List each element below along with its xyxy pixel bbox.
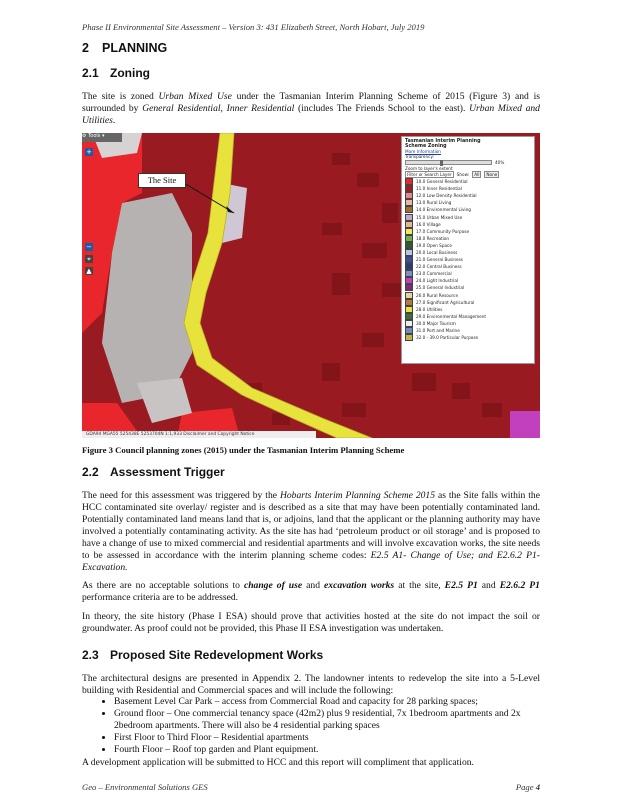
legend-item [405, 313, 531, 320]
zoning-paragraph [82, 91, 540, 127]
legend-swatch [405, 277, 413, 284]
legend-swatch [405, 256, 413, 263]
legend-item [405, 221, 531, 228]
legend-label: 10.0 General Residential [416, 179, 468, 185]
legend-label: 26.0 Rural Resource [416, 292, 459, 298]
measure-icon[interactable]: ▲ [86, 267, 92, 275]
legend-label: 24.0 Light Industrial [416, 278, 459, 284]
section-number: 2 [82, 41, 89, 55]
legend-label: 29.0 Environmental Management [416, 313, 487, 319]
zoom-out-button[interactable]: − [86, 243, 92, 251]
text: (includes The Friends School to the east). [294, 103, 470, 114]
page-label: Page [515, 782, 536, 792]
figure-caption: Figure 3 Council planning zones (2015) under the Tasmanian Interim Planning Scheme [82, 445, 405, 455]
transparency-slider[interactable] [405, 160, 492, 165]
heading-zoning [82, 66, 150, 80]
heading-title: Proposed Site Redevelopment Works [110, 648, 324, 662]
legend-label: 17.0 Community Purpose [416, 228, 470, 234]
zone-name: Urban Mixed and Utilities [82, 103, 540, 126]
filter-input[interactable]: Filter or Search Layer [407, 172, 452, 177]
text: and [477, 580, 500, 591]
text: at the site, [394, 580, 445, 591]
legend-swatch [405, 249, 413, 256]
legend-label: 13.0 Rural Living [416, 200, 452, 206]
legend-label: 21.0 General Business [416, 257, 463, 263]
legend-item [405, 327, 531, 334]
legend-item [405, 320, 531, 327]
legend-item [405, 277, 531, 284]
zoning-map[interactable] [82, 133, 540, 438]
legend-title: Tasmanian Interim Planning [405, 139, 481, 144]
legend-swatch [405, 185, 413, 192]
text: performance criteria are to be addressed. [82, 592, 239, 603]
legend-item [405, 256, 531, 263]
legend-label: 25.0 General Industrial [416, 285, 465, 291]
heading-title: Zoning [110, 66, 150, 80]
legend-swatch [405, 235, 413, 242]
legend-swatch [405, 292, 413, 299]
map-status-bar: GDA94 MGA55 525438E 5253704N 1:1,933 Disclaimer and Copyright Notice [82, 431, 316, 438]
show-label: Show: [456, 172, 470, 177]
legend-swatch [405, 270, 413, 277]
scheme-name: Hobarts Interim Planning Scheme 2015 [279, 490, 436, 501]
legend-swatch [405, 284, 413, 291]
transparency-label: Transparency: [405, 154, 435, 159]
legend-label: 22.0 Central Business [416, 264, 462, 270]
section-heading [82, 41, 167, 55]
legend-label: 27.0 Significant Agricultural [416, 299, 475, 305]
legend-item [405, 192, 531, 199]
filter-row [405, 171, 531, 178]
heading-assessment-trigger [82, 465, 225, 479]
text: . [112, 115, 116, 126]
legend-item [405, 334, 531, 341]
zoom-in-button[interactable]: + [86, 148, 92, 156]
locate-icon[interactable]: ⌖ [85, 255, 93, 263]
legend-list [405, 178, 531, 341]
legend-swatch [405, 221, 413, 228]
zoom-to-layer-link[interactable]: Zoom to layer's extent [405, 166, 453, 171]
legend-label: 31.0 Port and Marine [416, 328, 460, 334]
show-none-button[interactable]: None [486, 172, 498, 177]
list-item: • Basement Level Car Park – access from Commercial Road and capacity for 28 parking spaces; [114, 696, 540, 708]
zone-name: General Residential, Inner Residential [142, 103, 295, 114]
text: The need for this assessment was triggered by the [82, 490, 280, 501]
legend-item [405, 263, 531, 270]
legend-swatch [405, 334, 413, 341]
legend-label: 30.0 Major Tourism [416, 320, 456, 326]
legend-item [405, 206, 531, 213]
legend-item [405, 178, 531, 185]
legend-swatch [405, 320, 413, 327]
running-header: Phase II Environmental Site Assessment – Version 3: 431 Elizabeth Street, North Hobart, July 2019 [82, 22, 425, 32]
heading-title: Assessment Trigger [110, 465, 225, 479]
site-label: The Site [138, 173, 186, 188]
heading-number: 2.2 [82, 465, 99, 479]
closing-paragraph: A development application will be submitted to HCC and this report will compliment that application. [82, 757, 474, 768]
emphasis: E2.6.2 P1 [499, 580, 540, 591]
emphasis: change of use [243, 580, 303, 591]
legend-title-line2: Scheme Zoning [405, 144, 447, 149]
code-reference: E2.5 A1- Change of Use; and E2.6.2 P1- Excavation. [82, 550, 540, 573]
slider-handle[interactable] [440, 160, 443, 166]
legend-swatch [405, 199, 413, 206]
works-list [82, 696, 540, 756]
legend-swatch [405, 228, 413, 235]
zone-name: Urban Mixed Use [158, 91, 232, 102]
transparency-slider-row [405, 159, 531, 166]
legend-swatch [405, 306, 413, 313]
toolbar-label: Tools [88, 133, 101, 139]
legend-item [405, 299, 531, 306]
show-all-button[interactable]: All [474, 172, 480, 177]
legend-label: 14.0 Environmental Living [416, 207, 471, 213]
legend-label: 20.0 Local Business [416, 249, 458, 255]
heading-number: 2.1 [82, 66, 99, 80]
legend-item [405, 249, 531, 256]
page-num: 4 [535, 782, 540, 792]
list-item: • Ground floor – One commercial tenancy space (42m2) plus 9 residential, 7x 1bedroom apartments and 2x 2bedroom apartments. There will also be 4 residential parking spaces [114, 708, 540, 732]
emphasis: excavation works [324, 580, 395, 591]
trigger-paragraph-1 [82, 490, 540, 574]
legend-item [405, 199, 531, 206]
list-item: • Fourth Floor – Roof top garden and Plant equipment. [114, 744, 540, 756]
more-information-link[interactable]: More Information [405, 149, 441, 154]
trigger-paragraph-2 [82, 580, 540, 604]
legend-item [405, 284, 531, 291]
legend-label: 28.0 Utilities [416, 306, 443, 312]
heading-redevelopment [82, 648, 323, 662]
list-item: • First Floor to Third Floor – Residential apartments [114, 732, 540, 744]
legend-item [405, 235, 531, 242]
redevelopment-paragraph: The architectural designs are presented in Appendix 2. The landowner intents to redevelop the site into a 5-Level building with Residential and Commercial spaces and will include the following: [82, 673, 540, 696]
legend-swatch [405, 214, 413, 221]
legend-swatch [405, 327, 413, 334]
transparency-value: 40% [495, 160, 505, 165]
emphasis: E2.5 P1 [444, 580, 478, 591]
trigger-paragraph-3: In theory, the site history (Phase I ESA) should prove that activities hosted at the site do not impact the soil or groundwater. As proof could not be provided, this Phase II ESA investigation was undertaken. [82, 611, 540, 634]
legend-item [405, 292, 531, 299]
legend-item [405, 185, 531, 192]
heading-number: 2.3 [82, 648, 99, 662]
legend-swatch [405, 178, 413, 185]
page-number [516, 782, 540, 792]
legend-item [405, 270, 531, 277]
legend-label: 23.0 Commercial [416, 271, 452, 277]
legend-label: 12.0 Low Density Residential [416, 193, 477, 199]
section-title: PLANNING [102, 41, 168, 55]
text: as the Site falls within the HCC contaminated site overlay/ register and is described as a site that may have been potentially contaminated land. Potentially contaminated land means land that is, or adjoins, land that the applicant or the planning authority may have involved a potentially contaminating activity. As the site has had ‘petroleum product or oil storage’ and is proposed to have a change of use to mixed commercial and residential apartments and will involve excavation works, the site needs to be assessed in accordance with the interim planning scheme codes: [82, 490, 540, 561]
legend-item [405, 242, 531, 249]
legend-swatch [405, 313, 413, 320]
legend-swatch [405, 192, 413, 199]
text: under the Tasmanian Interim Planning Scheme of 2015 (Figure 3) and is surrounded by [82, 91, 540, 114]
legend-swatch [405, 299, 413, 306]
legend-item [405, 213, 531, 220]
legend-label: 18.0 Recreation [416, 235, 450, 241]
text: The site is zoned [82, 91, 159, 102]
zoning-legend-panel[interactable] [401, 136, 535, 364]
text: and [302, 580, 325, 591]
legend-label: 16.0 Village [416, 221, 441, 227]
light-industrial-area [510, 411, 540, 438]
legend-label: 32.0 - 39.0 Particular Purpose [416, 335, 479, 341]
map-toolbar[interactable]: ⚙ Tools ▾ [82, 133, 122, 142]
legend-label: 19.0 Open Space [416, 242, 452, 248]
legend-item [405, 228, 531, 235]
legend-label: 15.0 Urban Mixed Use [416, 214, 463, 220]
footer-left: Geo – Environmental Solutions GES [82, 782, 208, 792]
legend-swatch [405, 242, 413, 249]
legend-label: 11.0 Inner Residential [416, 186, 462, 192]
text: As there are no acceptable solutions to [82, 580, 244, 591]
legend-swatch [405, 263, 413, 270]
gear-icon: ⚙ [82, 133, 87, 139]
legend-item [405, 306, 531, 313]
legend-swatch [405, 206, 413, 213]
